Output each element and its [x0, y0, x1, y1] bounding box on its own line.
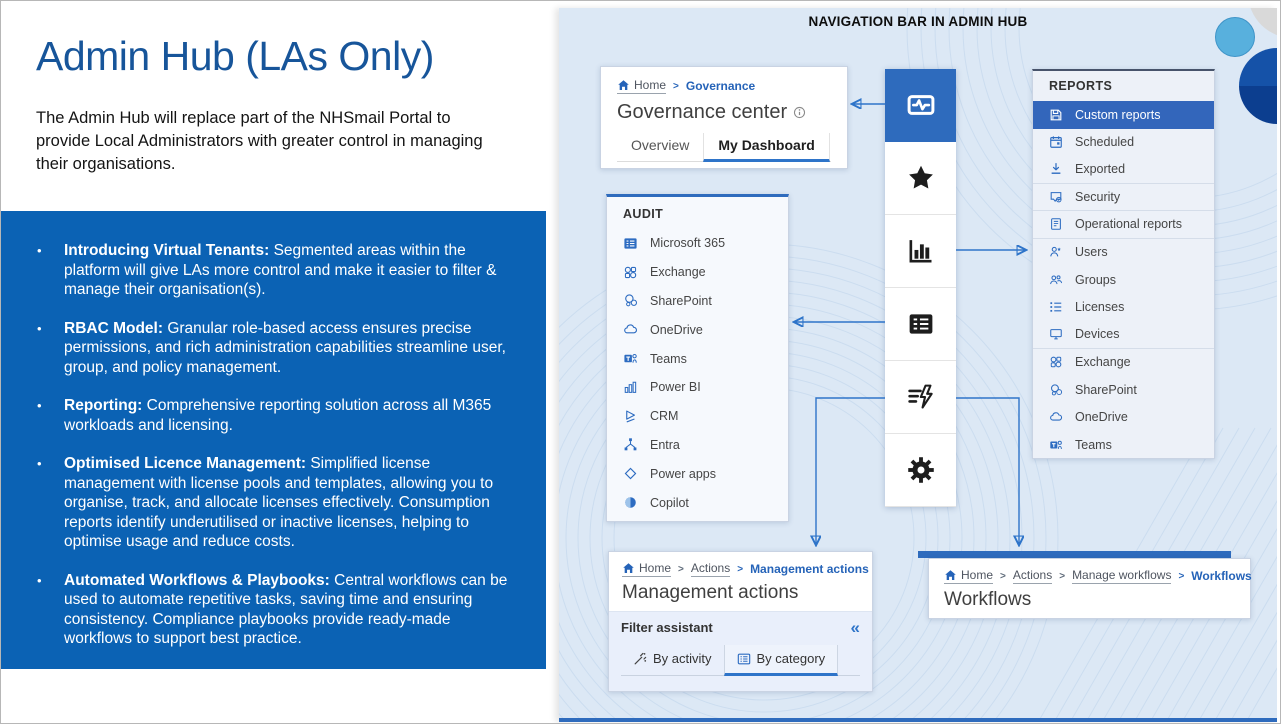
pulse-icon: [907, 91, 935, 119]
audit-panel: [606, 194, 789, 522]
breadcrumb-separator: >: [678, 563, 684, 575]
list-item: • Automated Workflows & Playbooks: Central workflows can be used to automate repetitive tasks, saving time and ensuring consistency. Compliance playbooks provide ready-made workflows to support best practice.: [37, 571, 508, 647]
navigation-bar: [885, 69, 956, 507]
audit-item-entra[interactable]: Entra: [607, 431, 788, 460]
reports-item-users[interactable]: Users: [1033, 239, 1214, 267]
breadcrumb-workflows[interactable]: Workflows: [1191, 568, 1252, 583]
decorative-blue-circle: [1215, 17, 1255, 57]
breadcrumb-separator: >: [1178, 570, 1185, 582]
filter-assistant-label: Filter assistant: [621, 620, 713, 635]
download-icon: [1049, 162, 1063, 176]
filter-assistant-section: [609, 611, 872, 691]
reports-item-licenses[interactable]: Licenses: [1033, 294, 1214, 322]
home-icon: [622, 562, 635, 575]
breadcrumb: [617, 78, 831, 94]
audit-item-microsoft-365[interactable]: Microsoft 365: [607, 229, 788, 258]
governance-card: [600, 66, 848, 169]
workflows-top-bar: [918, 551, 1231, 558]
admin-hub-diagram: [559, 8, 1277, 722]
audit-panel-title: AUDIT: [623, 207, 664, 221]
reports-item-onedrive[interactable]: OneDrive: [1033, 404, 1214, 432]
breadcrumb-home[interactable]: Home: [944, 568, 993, 584]
reports-item-security[interactable]: Security: [1033, 184, 1214, 212]
powerapps-icon: [623, 466, 638, 481]
wand-icon: [633, 652, 647, 666]
licenses-icon: [1049, 300, 1063, 314]
reports-item-scheduled[interactable]: Scheduled: [1033, 129, 1214, 157]
audit-item-teams[interactable]: Teams: [607, 344, 788, 373]
left-panel: [1, 1, 546, 724]
collapse-icon[interactable]: «: [850, 617, 860, 637]
bullet-glyph: •: [37, 572, 42, 588]
management-actions-card: [608, 551, 873, 692]
grid-list-icon: [623, 236, 638, 251]
tab-overview[interactable]: Overview: [631, 137, 690, 153]
breadcrumb-actions[interactable]: Actions: [690, 561, 731, 575]
users-icon: [1049, 245, 1063, 259]
audit-item-exchange[interactable]: Exchange: [607, 258, 788, 287]
breadcrumb-home[interactable]: Home: [617, 78, 666, 94]
entra-icon: [623, 437, 638, 452]
info-icon[interactable]: [793, 106, 806, 119]
audit-item-onedrive[interactable]: OneDrive: [607, 315, 788, 344]
home-icon: [944, 569, 957, 582]
nav-item-audit[interactable]: [885, 288, 956, 361]
sharepoint-icon: [1049, 383, 1063, 397]
workflows-card: [928, 558, 1251, 619]
exchange-icon: [623, 265, 638, 280]
reports-item-custom-reports[interactable]: Custom reports: [1033, 101, 1214, 129]
breadcrumb-manage-workflows[interactable]: Manage workflows: [1072, 568, 1172, 582]
breadcrumb-separator: >: [1059, 570, 1066, 582]
reports-item-teams[interactable]: Teams: [1033, 431, 1214, 459]
bullet-glyph: •: [37, 456, 42, 471]
teams-icon: [1049, 438, 1063, 452]
breadcrumb: [622, 561, 869, 577]
reports-item-exported[interactable]: Exported: [1033, 156, 1214, 184]
governance-tabs: [617, 133, 831, 162]
nav-item-governance[interactable]: [885, 69, 956, 142]
list-item: • RBAC Model: Granular role-based access ensures precise permissions, and rich administration capabilities streamline user, group, and policy management.: [37, 319, 506, 376]
breadcrumb-separator: >: [737, 563, 744, 575]
nav-item-actions[interactable]: [885, 361, 956, 434]
nav-item-settings[interactable]: [885, 434, 956, 507]
breadcrumb-separator: >: [1000, 570, 1006, 582]
reports-panel: [1032, 69, 1215, 459]
reports-item-sharepoint[interactable]: SharePoint: [1033, 376, 1214, 404]
save-icon: [1049, 108, 1063, 122]
onedrive-icon: [623, 322, 638, 337]
breadcrumb-actions[interactable]: Actions: [1012, 568, 1053, 582]
list-item: • Optimised Licence Management: Simplified license management with license pools and templates, allowing you to organise, track, and allocate licenses effectively. Consumption reports identify underutilised or inactive licenses, helping to optimise usage and reduce costs.: [37, 455, 494, 550]
calendar-icon: [1049, 135, 1063, 149]
reports-panel-title: REPORTS: [1049, 79, 1113, 93]
bullet-glyph: •: [37, 243, 42, 258]
tab-by-category[interactable]: By category: [724, 645, 839, 676]
reports-item-operational-reports[interactable]: Operational reports: [1033, 211, 1214, 239]
governance-title: Governance center: [617, 101, 788, 123]
breadcrumb-management-actions[interactable]: Management actions: [750, 561, 869, 576]
gear-icon: [907, 456, 935, 484]
nav-item-reports[interactable]: [885, 215, 956, 288]
tab-my-dashboard[interactable]: My Dashboard: [703, 133, 829, 162]
onedrive-icon: [1049, 410, 1063, 424]
crm-icon: [623, 409, 638, 424]
breadcrumb-separator: >: [673, 80, 679, 92]
devices-icon: [1049, 327, 1063, 341]
audit-item-power-bi[interactable]: Power BI: [607, 373, 788, 402]
reports-item-groups[interactable]: Groups: [1033, 266, 1214, 294]
audit-item-copilot[interactable]: Copilot: [607, 488, 788, 517]
list-item: • Introducing Virtual Tenants: Segmented areas within the platform will give LAs more control and make it easier to filter & manage their organisation(s).: [37, 242, 497, 298]
teams-icon: [623, 351, 638, 366]
audit-item-power-apps[interactable]: Power apps: [607, 459, 788, 488]
home-icon: [617, 79, 630, 92]
nav-item-favourites[interactable]: [885, 142, 956, 215]
reports-item-devices[interactable]: Devices: [1033, 321, 1214, 349]
groups-icon: [1049, 273, 1063, 287]
audit-list: [607, 229, 788, 517]
powerbi-icon: [623, 380, 638, 395]
diagram-heading: NAVIGATION BAR IN ADMIN HUB: [808, 14, 1028, 29]
security-icon: [1049, 190, 1063, 204]
operational-icon: [1049, 217, 1063, 231]
actions-icon: [907, 383, 935, 411]
reports-list: [1033, 101, 1214, 459]
intro-paragraph: The Admin Hub will replace part of the NHSmail Portal to provide Local Administrators with greater control in managing their organisations.: [36, 109, 483, 173]
audit-item-crm[interactable]: CRM: [607, 402, 788, 431]
breadcrumb-governance[interactable]: Governance: [685, 78, 756, 93]
list-item: • Reporting: Comprehensive reporting solution across all M365 workloads and licensing.: [37, 397, 492, 434]
breadcrumb-home[interactable]: Home: [622, 561, 671, 577]
key-points-list: [1, 211, 546, 649]
key-points-box: [1, 211, 546, 669]
workflows-title: Workflows: [944, 589, 1032, 610]
list-icon: [907, 310, 935, 338]
exchange-icon: [1049, 355, 1063, 369]
star-icon: [907, 164, 935, 192]
category-list-icon: [737, 652, 751, 666]
bullet-glyph: •: [37, 398, 42, 413]
tab-by-activity[interactable]: By activity: [621, 645, 724, 676]
management-actions-title: Management actions: [622, 582, 799, 603]
reports-item-exchange[interactable]: Exchange: [1033, 349, 1214, 377]
bar-chart-icon: [907, 237, 935, 265]
audit-item-sharepoint[interactable]: SharePoint: [607, 287, 788, 316]
copilot-icon: [623, 495, 638, 510]
breadcrumb: [944, 568, 1252, 584]
bottom-accent-strip: [559, 718, 1277, 722]
bullet-glyph: •: [37, 320, 42, 336]
filter-tabs: [621, 645, 860, 676]
page-title: Admin Hub (LAs Only): [36, 33, 434, 79]
sharepoint-icon: [623, 293, 638, 308]
